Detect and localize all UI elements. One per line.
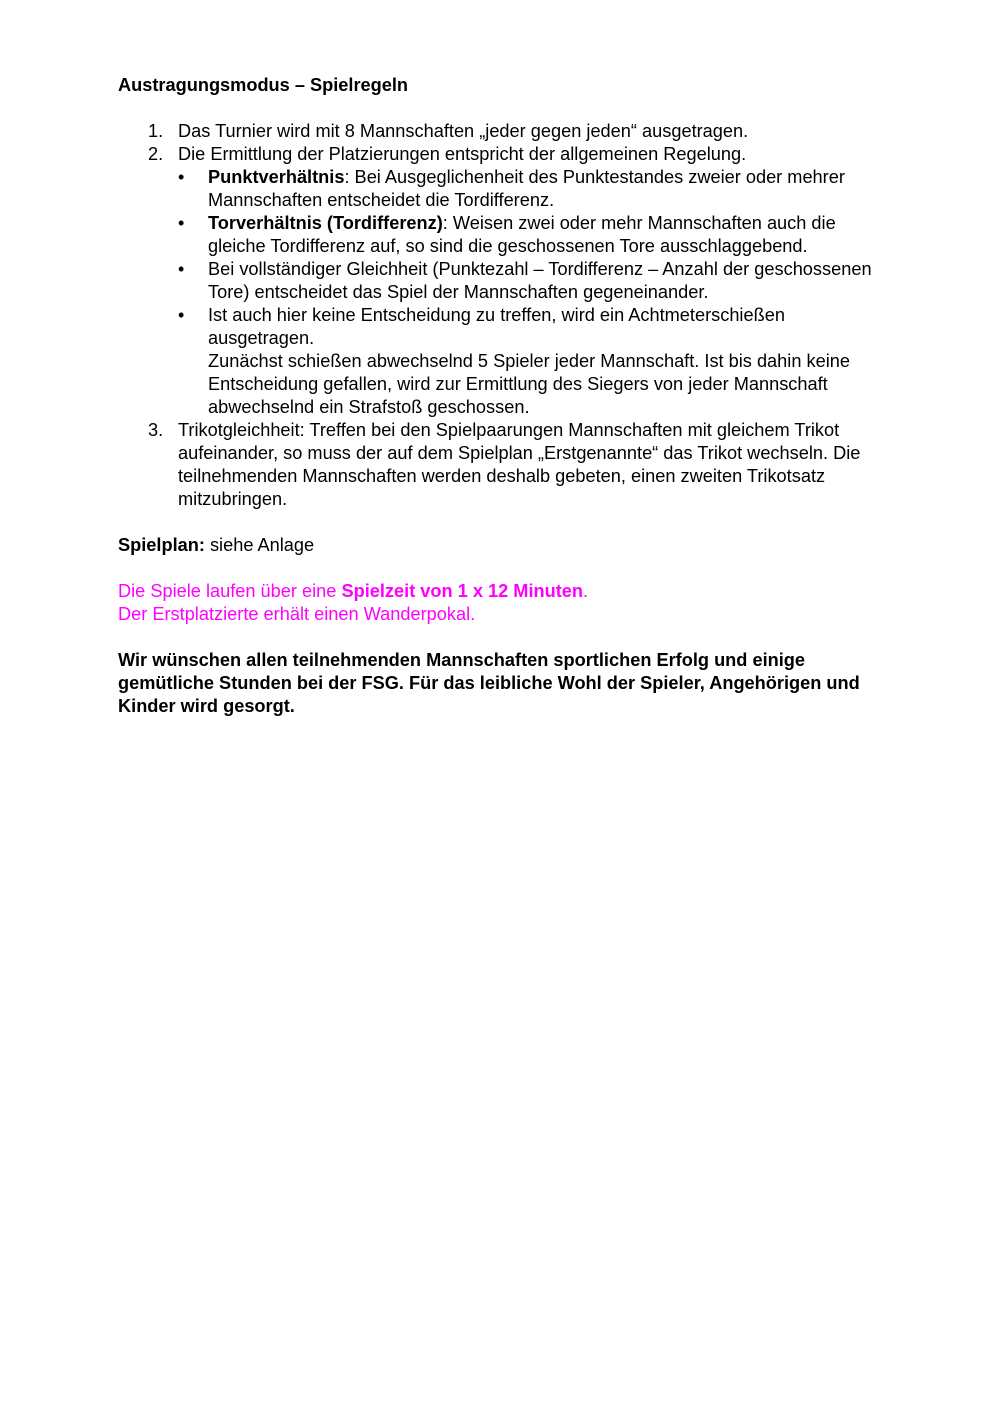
ranking-criteria-list: [178, 166, 888, 419]
criterion-item: [178, 258, 888, 304]
duration-suffix: .: [583, 581, 589, 601]
duration-value: Spielzeit von 1 x 12 Minuten: [341, 581, 584, 601]
duration-prefix: Die Spiele laufen über eine: [118, 581, 342, 601]
bullet-icon: •: [178, 167, 185, 187]
criterion-item: [178, 212, 888, 258]
trophy-note: Der Erstplatzierte erhält einen Wanderpokal.: [118, 604, 476, 624]
spacer: [118, 557, 888, 580]
rules-list: [118, 120, 888, 511]
rule-item-1: [118, 120, 888, 143]
bullet-icon: •: [178, 259, 185, 279]
spacer: [118, 626, 888, 649]
criterion-item: [178, 166, 888, 212]
spacer: [118, 511, 888, 534]
rule-item-2: [118, 143, 888, 419]
rule-number: 1.: [148, 121, 164, 141]
closing-message: Wir wünschen allen teilnehmenden Mannschaften sportlichen Erfolg und einige gemütliche Stunden bei der FSG. Für das leibliche Wohl der Spieler, Angehörigen und Kinder wird gesorgt.: [118, 650, 860, 716]
rule-text: Trikotgleichheit: Treffen bei den Spielpaarungen Mannschaften mit gleichem Trikot aufeinander, so muss der auf dem Spielplan „Erstgenannte“ das Trikot wechseln. Die teilnehmenden Mannschaften werden deshalb gebeten, einen zweiten Trikotsatz mitzubringen.: [178, 420, 861, 509]
criterion-text: Bei vollständiger Gleichheit (Punktezahl – Tordifferenz – Anzahl der geschossenen Tore) entscheidet das Spiel der Mannschaften gegeneinander.: [208, 259, 872, 302]
criterion-item: [178, 304, 888, 419]
rule-text: Die Ermittlung der Platzierungen entspricht der allgemeinen Regelung.: [178, 144, 747, 164]
bullet-icon: •: [178, 213, 185, 233]
page-title: Austragungsmodus – Spielregeln: [118, 75, 409, 95]
criterion-text: : Weisen zwei oder mehr Mannschaften auch die gleiche Tordifferenz auf, so sind die geschossenen Tore ausschlaggebend.: [208, 213, 836, 256]
criterion-term: Torverhältnis (Tordifferenz): [208, 213, 443, 233]
spacer: [118, 97, 888, 120]
rule-text: Das Turnier wird mit 8 Mannschaften „jeder gegen jeden“ ausgetragen.: [178, 121, 749, 141]
criterion-continuation: Zunächst schießen abwechselnd 5 Spieler jeder Mannschaft. Ist bis dahin keine Entscheidung gefallen, wird zur Ermittlung des Siegers von jeder Mannschaft abwechselnd ein Strafstoß geschossen.: [208, 351, 850, 417]
criterion-text: : Bei Ausgeglichenheit des Punktestandes zweier oder mehrer Mannschaften entscheidet die Tordifferenz.: [208, 167, 845, 210]
rule-number: 3.: [148, 420, 164, 440]
rule-number: 2.: [148, 144, 164, 164]
schedule-text: siehe Anlage: [204, 535, 315, 555]
document-page: [118, 74, 888, 718]
schedule-label: Spielplan:: [118, 535, 205, 555]
rule-item-3: [118, 419, 888, 511]
criterion-term: Punktverhältnis: [208, 167, 345, 187]
game-duration-note: [118, 580, 888, 603]
schedule-line: [118, 534, 888, 557]
criterion-text: Ist auch hier keine Entscheidung zu treffen, wird ein Achtmeterschießen ausgetragen.: [208, 305, 785, 348]
bullet-icon: •: [178, 305, 185, 325]
